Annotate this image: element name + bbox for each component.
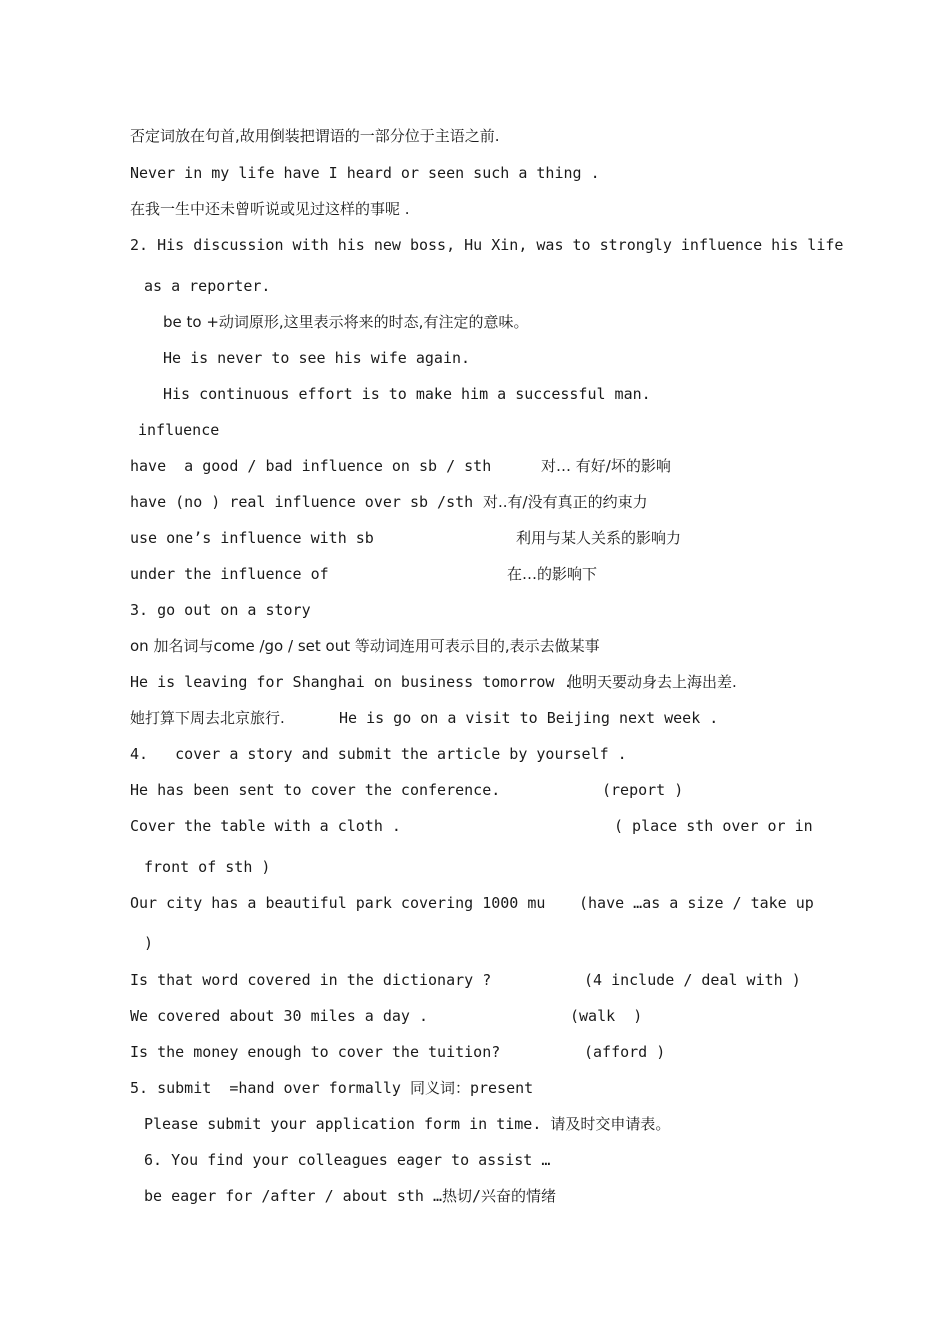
item-3-example-2-chinese: 她打算下周去北京旅行. [130, 709, 285, 727]
cover-example-3-meaning-cont: ) [144, 934, 154, 952]
item-6-phrase: be eager for /after / about sth …热切/兴奋的情绪 [144, 1187, 557, 1205]
cover-example-6-meaning: (afford ) [584, 1043, 666, 1061]
cover-example-5-meaning: (walk ) [570, 1007, 643, 1025]
cover-example-2-meaning: ( place sth over or in [614, 817, 813, 835]
item-2-sentence: 2. His discussion with his new boss, Hu Xin, was to strongly influence his life [130, 236, 844, 254]
be-to-example-1: He is never to see his wife again. [163, 349, 471, 367]
cover-example-3: Our city has a beautiful park covering 1000 mu [130, 894, 546, 912]
cover-example-5: We covered about 30 miles a day . [130, 1007, 429, 1025]
phrase-3: use one’s influence with sb [130, 529, 374, 547]
phrase-2-meaning: 对..有/没有真正的约束力 [483, 493, 648, 511]
cover-example-3-meaning: (have …as a size / take up [579, 894, 814, 912]
item-4-heading: 4. cover a story and submit the article by yourself . [130, 745, 627, 763]
phrase-2: have (no ) real influence over sb /sth [130, 493, 474, 511]
phrase-4: under the influence of [130, 565, 329, 583]
item-2-sentence-cont: as a reporter. [144, 277, 271, 295]
cover-example-6: Is the money enough to cover the tuition? [130, 1043, 501, 1061]
cover-example-1: He has been sent to cover the conference. [130, 781, 501, 799]
example-sentence: Never in my life have I heard or seen such a thing . [130, 164, 600, 182]
phrase-3-meaning: 利用与某人关系的影响力 [516, 529, 682, 547]
cover-example-2: Cover the table with a cloth . [130, 817, 401, 835]
item-3-example-2-english: He is go on a visit to Beijing next week . [339, 709, 719, 727]
phrase-4-meaning: 在…的影响下 [507, 565, 598, 583]
phrase-1-meaning: 对… 有好/坏的影响 [541, 457, 671, 475]
note-negative-inversion: 否定词放在句首,故用倒装把谓语的一部分位于主语之前. [130, 127, 500, 145]
item-3-heading: 3. go out on a story [130, 601, 311, 619]
be-to-example-2: His continuous effort is to make him a successful man. [163, 385, 651, 403]
item-5-heading: 5. submit =hand over formally 同义词：present [130, 1079, 534, 1097]
cover-example-4-meaning: (4 include / deal with ) [584, 971, 801, 989]
example-translation: 在我一生中还未曾听说或见过这样的事呢 . [130, 200, 410, 218]
cover-example-2-meaning-cont: front of sth ) [144, 858, 271, 876]
cover-example-1-meaning: (report ) [602, 781, 684, 799]
item-5-example: Please submit your application form in time. 请及时交申请表。 [144, 1115, 671, 1133]
item-6-heading: 6. You find your colleagues eager to assist … [144, 1151, 551, 1169]
influence-heading: influence [138, 421, 220, 439]
item-3-example-1: He is leaving for Shanghai on business tomorrow . [130, 673, 573, 691]
item-3-example-1-translation: 他明天要动身去上海出差. [567, 673, 737, 691]
item-3-note: on 加名词与come /go / set out 等动词连用可表示目的,表示去做某事 [130, 637, 600, 655]
be-to-note: be to +动词原形,这里表示将来的时态,有注定的意味。 [163, 313, 529, 331]
phrase-1: have a good / bad influence on sb / sth [130, 457, 492, 475]
cover-example-4: Is that word covered in the dictionary ? [130, 971, 492, 989]
